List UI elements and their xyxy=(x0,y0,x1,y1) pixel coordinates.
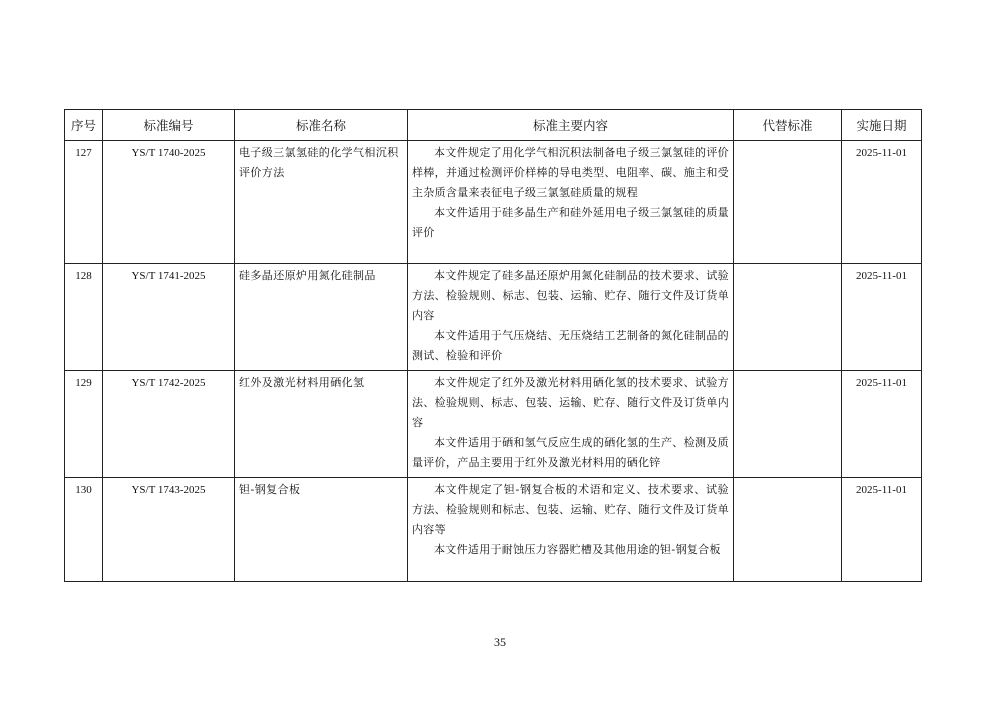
header-name: 标准名称 xyxy=(235,110,408,141)
standard-code: YS/T 1742-2025 xyxy=(103,371,235,478)
content-paragraph: 本文件规定了红外及激光材料用硒化氢的技术要求、试验方法、检验规则、标志、包装、运输、贮存、随行文件及订货单内容 xyxy=(412,376,729,429)
table-row xyxy=(65,264,922,371)
content-paragraph: 本文件适用于硅多晶生产和硅外延用电子级三氯氢硅的质量评价 xyxy=(412,206,729,239)
standard-name: 硅多晶还原炉用氮化硅制品 xyxy=(235,264,408,371)
row-number: 127 xyxy=(65,141,103,264)
content-paragraph: 本文件规定了钽-钢复合板的术语和定义、技术要求、试验方法、检验规则和标志、包装、运输、贮存、随行文件及订货单内容等 xyxy=(412,483,729,536)
standard-name: 电子级三氯氢硅的化学气相沉积评价方法 xyxy=(235,141,408,264)
content-paragraph: 本文件规定了硅多晶还原炉用氮化硅制品的技术要求、试验方法、检验规则、标志、包装、运输、贮存、随行文件及订货单内容 xyxy=(412,269,729,322)
replaced-standard xyxy=(734,264,842,371)
content-paragraph: 本文件规定了用化学气相沉积法制备电子级三氯氢硅的评价样棒，并通过检测评价样棒的导电类型、电阻率、碳、施主和受主杂质含量来表征电子级三氯氢硅质量的规程 xyxy=(412,146,729,199)
standard-code: YS/T 1743-2025 xyxy=(103,478,235,582)
header-replace: 代替标准 xyxy=(734,110,842,141)
effective-date: 2025-11-01 xyxy=(842,264,922,371)
header-date: 实施日期 xyxy=(842,110,922,141)
standard-content xyxy=(408,141,734,264)
table-row xyxy=(65,141,922,264)
standard-content xyxy=(408,264,734,371)
standard-content xyxy=(408,478,734,582)
header-content: 标准主要内容 xyxy=(408,110,734,141)
standard-code: YS/T 1740-2025 xyxy=(103,141,235,264)
header-code: 标准编号 xyxy=(103,110,235,141)
content-paragraph: 本文件适用于硒和氢气反应生成的硒化氢的生产、检测及质量评价，产品主要用于红外及激光材料用的硒化锌 xyxy=(412,436,729,469)
standard-name: 钽-钢复合板 xyxy=(235,478,408,582)
table-row xyxy=(65,371,922,478)
row-number: 128 xyxy=(65,264,103,371)
header-no: 序号 xyxy=(65,110,103,141)
page-number: 35 xyxy=(494,635,506,649)
table-header-row xyxy=(65,110,922,141)
standards-table xyxy=(64,109,922,582)
standard-code: YS/T 1741-2025 xyxy=(103,264,235,371)
replaced-standard xyxy=(734,141,842,264)
row-number: 130 xyxy=(65,478,103,582)
replaced-standard xyxy=(734,371,842,478)
content-paragraph: 本文件适用于气压烧结、无压烧结工艺制备的氮化硅制品的测试、检验和评价 xyxy=(412,329,729,362)
table-row xyxy=(65,478,922,582)
effective-date: 2025-11-01 xyxy=(842,478,922,582)
standard-content xyxy=(408,371,734,478)
effective-date: 2025-11-01 xyxy=(842,141,922,264)
replaced-standard xyxy=(734,478,842,582)
standard-name: 红外及激光材料用硒化氢 xyxy=(235,371,408,478)
effective-date: 2025-11-01 xyxy=(842,371,922,478)
content-paragraph: 本文件适用于耐蚀压力容器贮槽及其他用途的钽-钢复合板 xyxy=(434,543,721,556)
row-number: 129 xyxy=(65,371,103,478)
